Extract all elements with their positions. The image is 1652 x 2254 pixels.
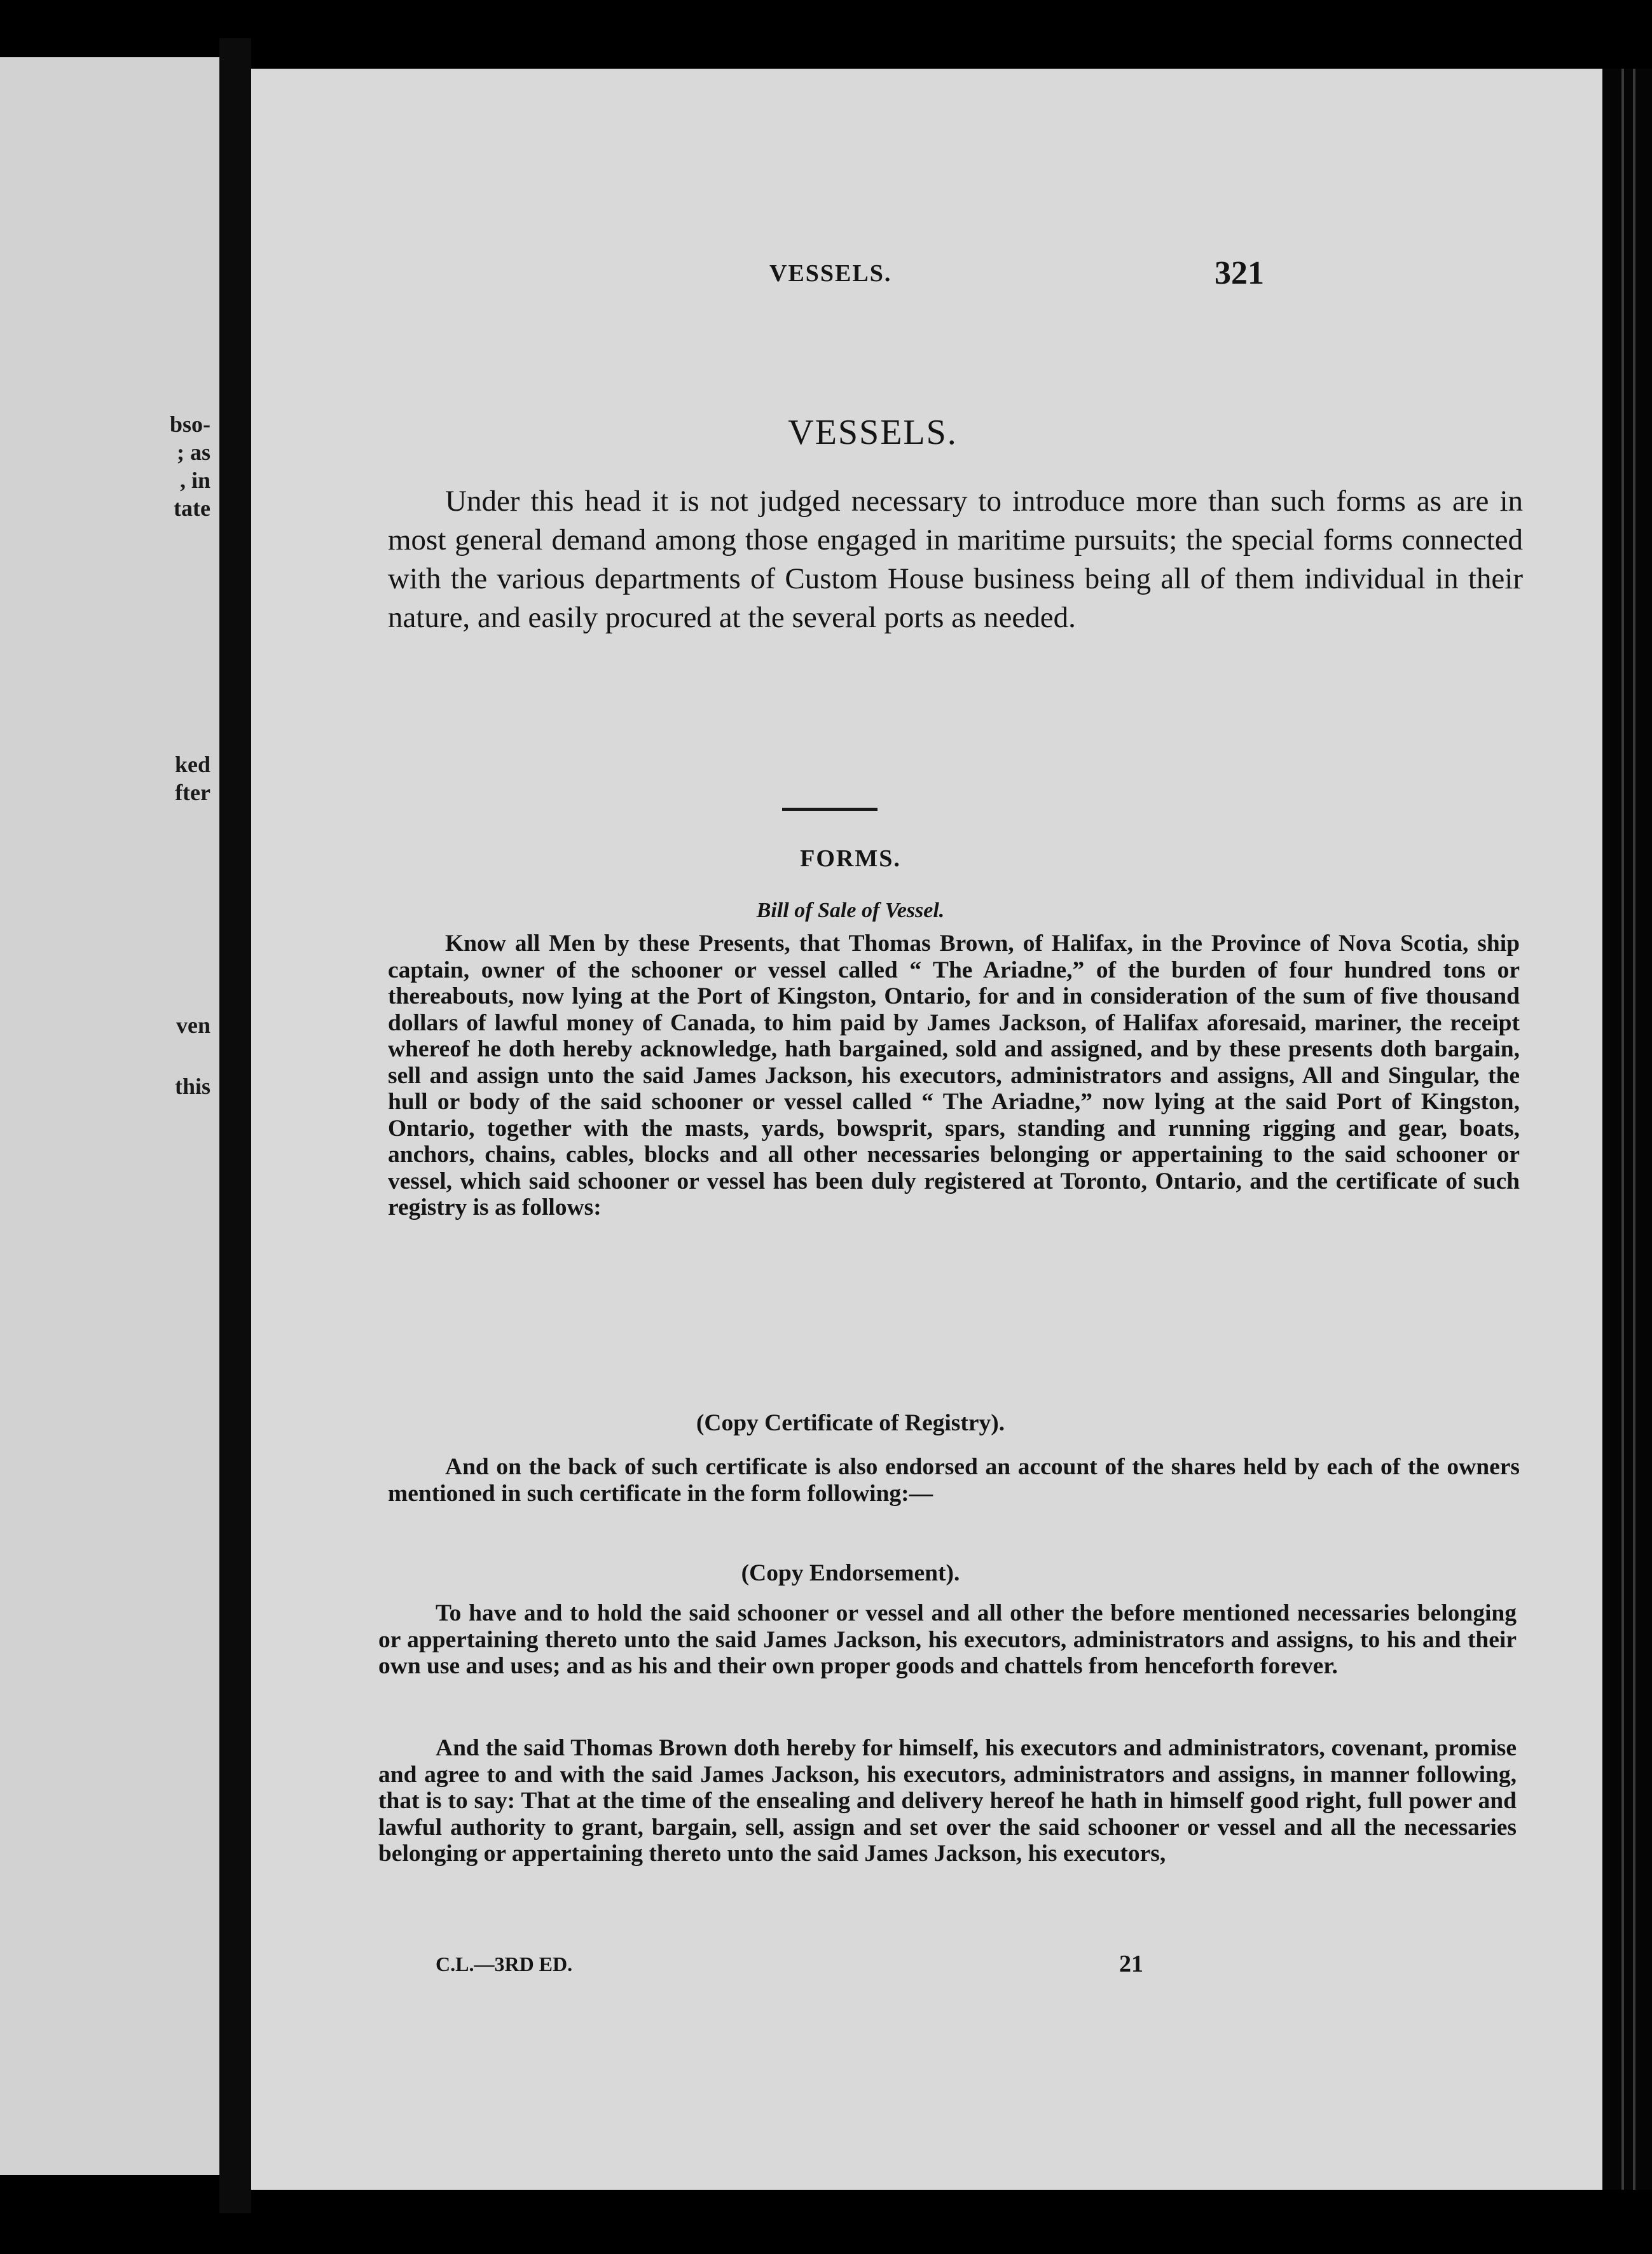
page-footer bbox=[436, 1953, 1389, 1984]
body-paragraph: And the said Thomas Brown doth hereby for himself, his executors and administrators, covenant, promise and agree to and with the said James Jackson, his executors, administrators and assigns, in manner following, that is to say: That at the time of the ensealing and delivery hereof he hath in himself good right, full power and lawful authority to grant, bargain, sell, assign and set over the said schooner or vessel and all the necessaries belonging or appertaining thereto unto the said James Jackson, his executors, bbox=[378, 1735, 1517, 1867]
section-title: VESSELS. bbox=[788, 413, 958, 452]
page-edge-line bbox=[1621, 69, 1624, 2190]
facing-page-fragment bbox=[0, 57, 219, 2175]
body-paragraph: Know all Men by these Presents, that Thomas Brown, of Halifax, in the Province of Nova Scotia, ship captain, owner of the schooner or vessel called “ The Ariadne,” of the burden of four hundred tons or thereabouts, now lying at the Port of Kingston, Ontario, for and in consideration of the sum of five thousand dollars of lawful money of Canada, to him paid by James Jackson, of Halifax aforesaid, mariner, the receipt whereof he doth hereby acknowledge, hath bargained, sold and assigned, and by these presents doth bargain, sell and assign unto the said James Jackson, his executors, administrators and assigns, All and Singular, the hull or body of the said schooner or vessel called “ The Ariadne,” now lying at the said Port of Kingston, Ontario, together with the masts, yards, bowsprit, spars, standing and running rigging and gear, boats, anchors, chains, cables, blocks and all other necessaries belonging or appertaining to the said schooner or vessel, which said schooner or vessel has been duly registered at Toronto, Ontario, and the certificate of such registry is as follows: bbox=[388, 930, 1520, 1220]
margin-fragment: bso- bbox=[169, 411, 210, 437]
body-paragraph: And on the back of such certificate is also endorsed an account of the shares held by each of the owners mentioned in such certificate in the form following:— bbox=[388, 1454, 1520, 1507]
section-rule bbox=[782, 808, 878, 811]
page-edge bbox=[1602, 69, 1652, 2190]
margin-fragment: , in bbox=[179, 467, 210, 493]
margin-fragment: this bbox=[174, 1074, 210, 1099]
forms-heading: FORMS. bbox=[800, 845, 901, 872]
margin-fragment: ked bbox=[174, 752, 210, 777]
book-gutter bbox=[219, 38, 251, 2213]
running-head bbox=[251, 255, 1602, 298]
margin-fragment: ; as bbox=[177, 439, 210, 465]
signature-mark: C.L.—3RD ED. bbox=[436, 1953, 573, 1975]
margin-fragment: tate bbox=[174, 495, 210, 521]
copy-caption: (Copy Certificate of Registry). bbox=[696, 1410, 1005, 1436]
page-edge-line bbox=[1633, 69, 1635, 2190]
signature-number: 21 bbox=[1119, 1951, 1143, 1977]
intro-paragraph: Under this head it is not judged necessary to introduce more than such forms as are in most general demand among those engaged in maritime pursuits; the special forms connected with the various departments of Custom House business being all of them individual in their nature, and easily procured at the several ports as needed. bbox=[388, 485, 1523, 634]
page-number: 321 bbox=[1215, 255, 1264, 291]
running-title: VESSELS. bbox=[769, 260, 892, 287]
margin-fragment: ven bbox=[176, 1013, 210, 1038]
body-paragraph: To have and to hold the said schooner or vessel and all other the before mentioned necessaries belonging or appertaining thereto unto the said James Jackson, his executors, administrators and assigns, to his and their own use and uses; and as his and their own proper goods and chattels from henceforth forever. bbox=[378, 1600, 1517, 1679]
copy-caption: (Copy Endorsement). bbox=[741, 1560, 960, 1586]
form-title: Bill of Sale of Vessel. bbox=[756, 899, 945, 922]
book-page bbox=[251, 69, 1602, 2190]
margin-fragment: fter bbox=[175, 780, 210, 805]
